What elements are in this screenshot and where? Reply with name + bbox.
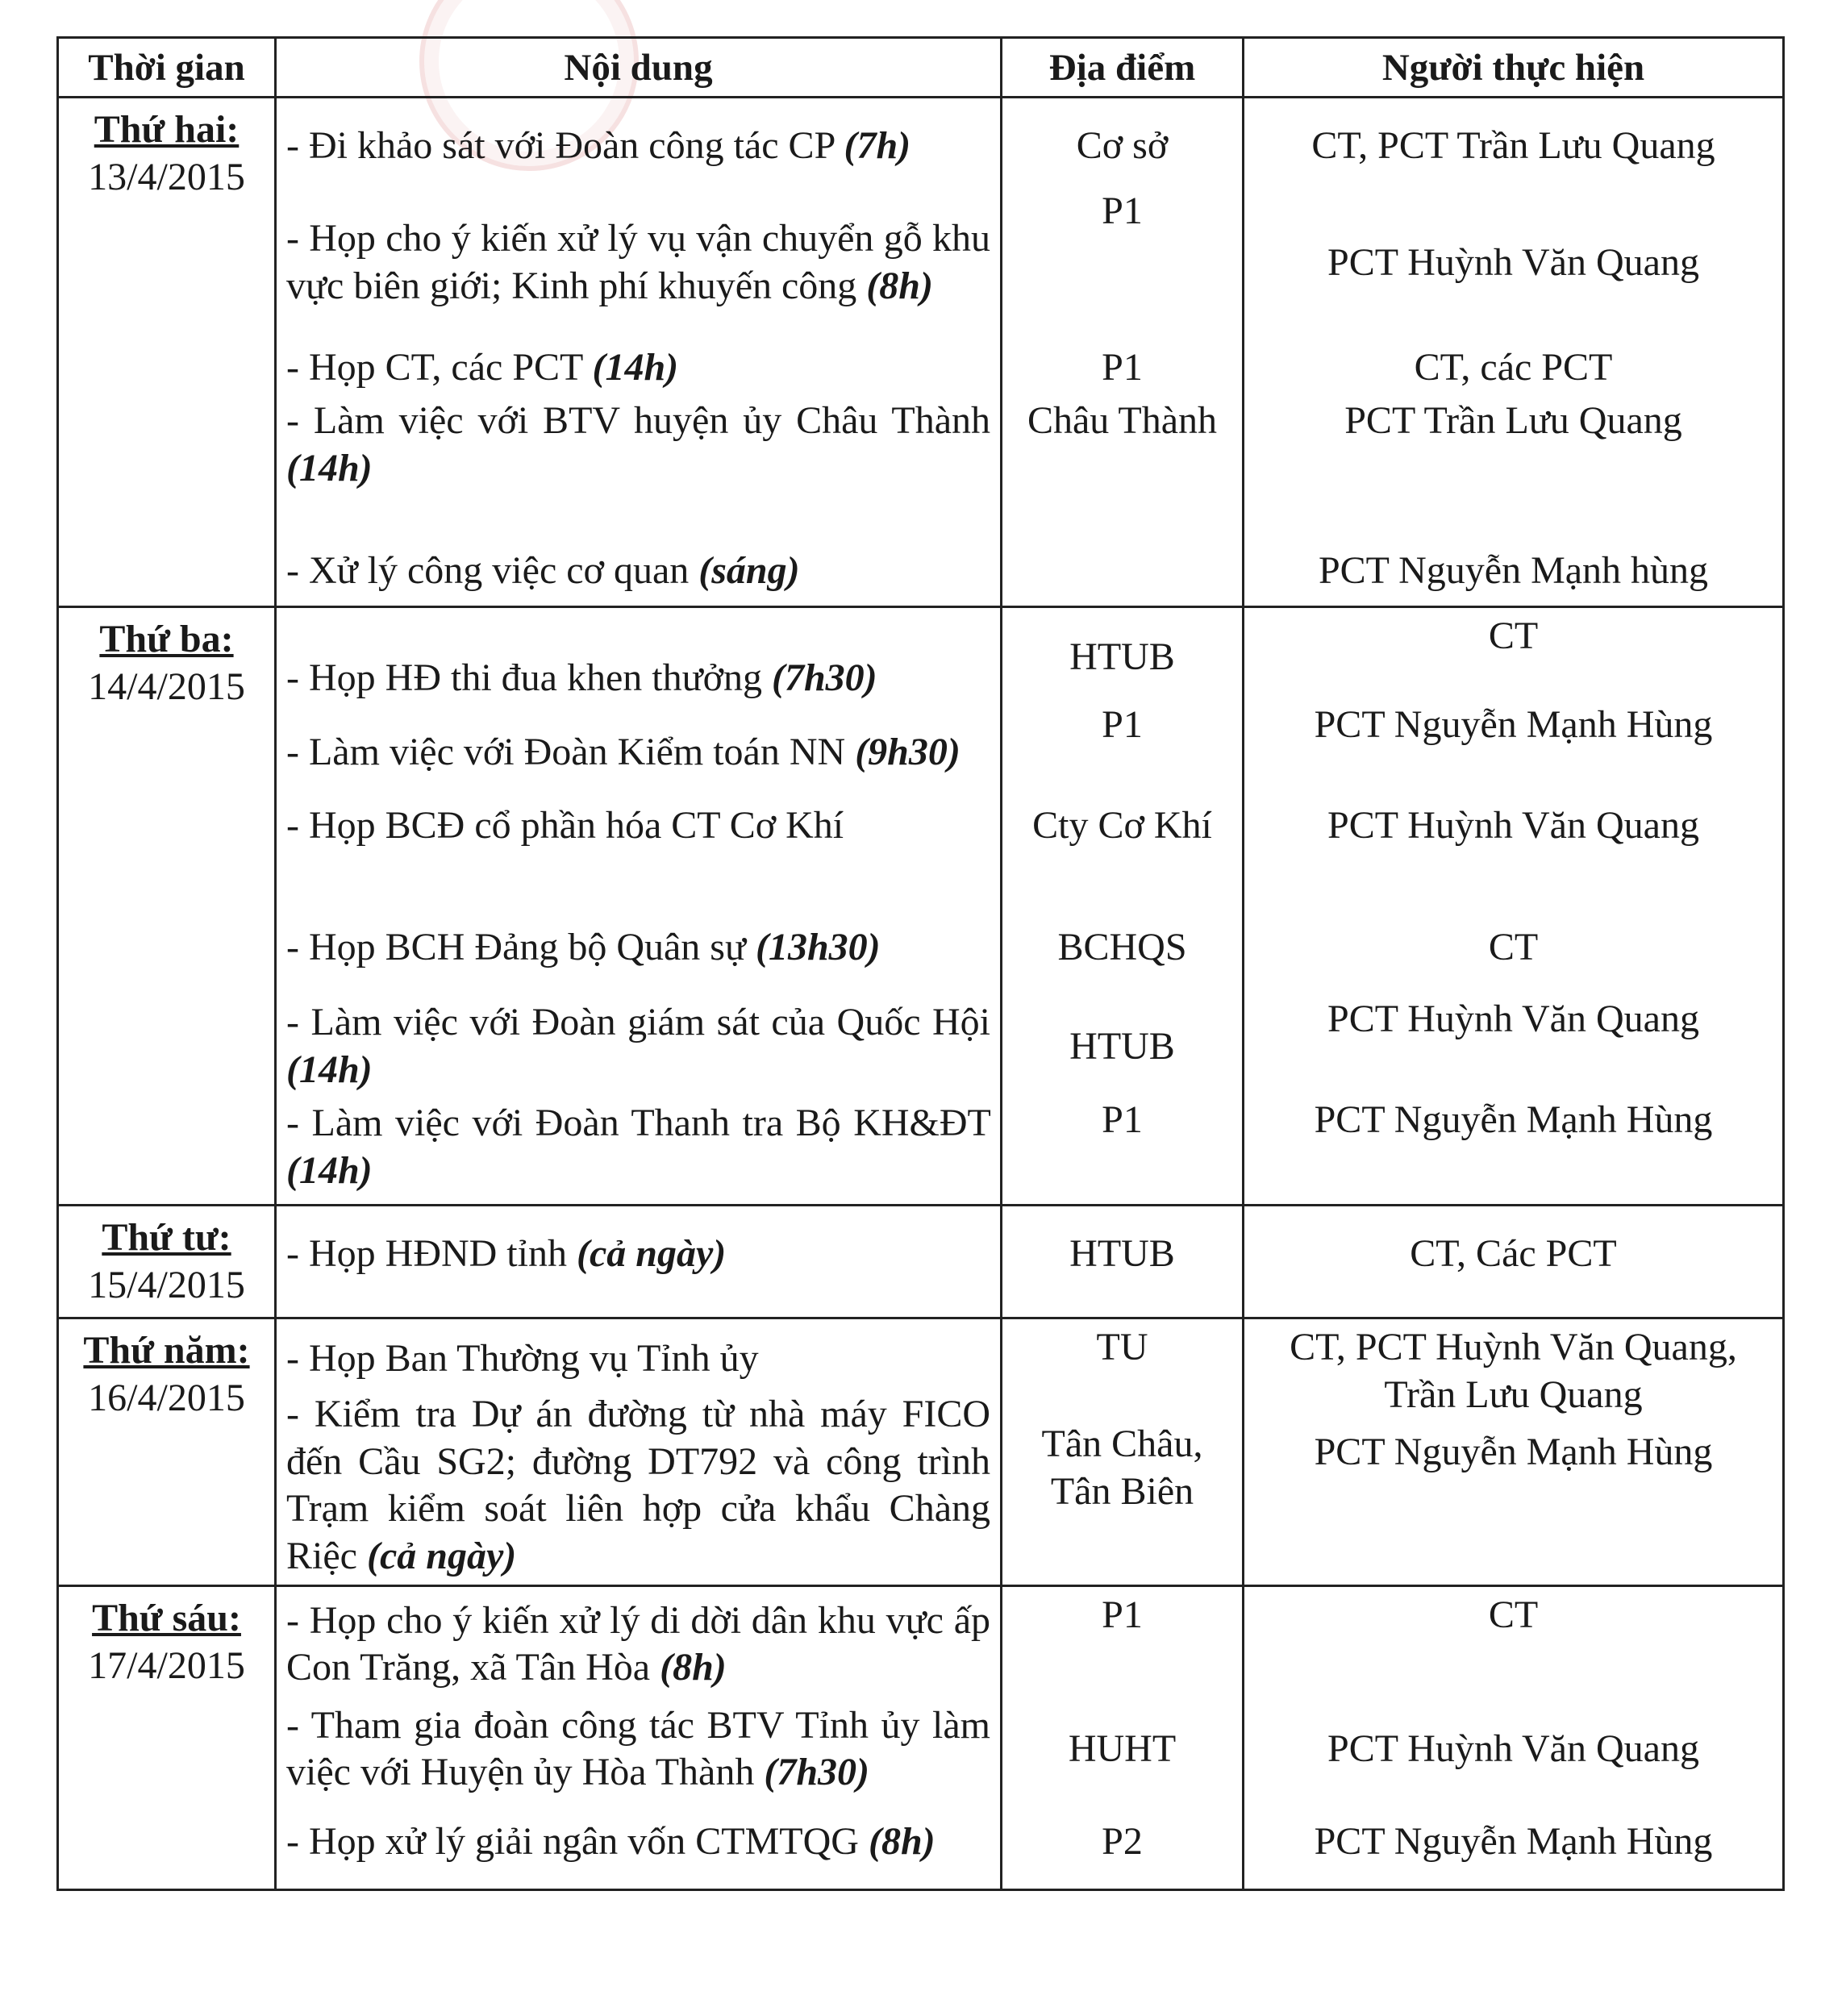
content-cell — [276, 607, 1002, 1206]
task-item — [286, 899, 990, 996]
place-value: P1 — [1102, 1098, 1143, 1142]
task-time: (sáng) — [698, 549, 800, 593]
place-value: HTUB — [1069, 1024, 1175, 1068]
place-value: Cơ sở — [1076, 123, 1169, 167]
task-title: - Làm việc với Đoàn Kiểm toán NN — [286, 730, 846, 773]
place-cell — [1002, 607, 1244, 1206]
day-date: 13/4/2015 — [88, 155, 245, 198]
person-value: PCT Huỳnh Văn Quang — [1327, 804, 1699, 848]
day-cell — [58, 1318, 276, 1586]
day-name: Thứ ba: — [99, 618, 234, 661]
task-time: (7h) — [844, 123, 911, 167]
task-item — [286, 398, 990, 543]
task-title: - Họp Ban Thường vụ Tỉnh ủy — [286, 1336, 759, 1380]
place-cell — [1002, 1586, 1244, 1890]
person-value: CT, các PCT — [1414, 345, 1613, 389]
place-cell — [1002, 1318, 1244, 1586]
person-cell — [1244, 1206, 1784, 1318]
person-value: PCT Trần Lưu Quang — [1344, 399, 1682, 443]
person-value: CT — [1488, 926, 1539, 969]
task-item — [286, 1324, 990, 1393]
task-time: (cả ngày) — [366, 1534, 517, 1577]
task-item — [286, 702, 990, 802]
place-cell — [1002, 98, 1244, 607]
task-item — [286, 1592, 990, 1697]
day-date: 17/4/2015 — [88, 1643, 245, 1687]
header-time: Thời gian — [58, 38, 276, 98]
task-title: - Họp xử lý giải ngân vốn CTMTQG — [286, 1820, 859, 1864]
task-time: (8h) — [866, 264, 933, 307]
person-value: PCT Huỳnh Văn Quang — [1327, 240, 1699, 284]
day-name: Thứ hai: — [94, 108, 240, 152]
person-value: CT — [1488, 1593, 1539, 1637]
task-item — [286, 1801, 990, 1882]
content-cell — [276, 1206, 1002, 1318]
person-cell — [1244, 98, 1784, 607]
day-cell — [58, 607, 276, 1206]
day-date: 15/4/2015 — [88, 1263, 245, 1306]
place-value: P1 — [1102, 345, 1143, 389]
task-time: (14h) — [286, 446, 373, 489]
task-title: - Xử lý công việc cơ quan — [286, 549, 690, 593]
person-value: PCT Nguyễn Mạnh Hùng — [1314, 1820, 1713, 1864]
day-name: Thứ năm: — [83, 1329, 250, 1372]
task-title: - Làm việc với Đoàn Thanh tra Bộ KH&ĐT — [286, 1102, 990, 1145]
content-cell — [276, 1586, 1002, 1890]
content-cell — [276, 98, 1002, 607]
task-item — [286, 103, 990, 188]
day-row-tuesday — [58, 607, 1784, 1206]
place-value: Châu Thành — [1027, 399, 1218, 443]
place-value: HTUB — [1069, 1231, 1175, 1275]
day-name: Thứ tư: — [102, 1216, 231, 1260]
task-title: - Làm việc với BTV huyện ủy Châu Thành — [286, 399, 990, 443]
task-title: - Họp CT, các PCT — [286, 345, 583, 389]
task-time: (cả ngày) — [576, 1231, 727, 1275]
place-value: TU — [1096, 1326, 1148, 1369]
header-row — [58, 38, 1784, 98]
person-value: PCT Nguyễn Mạnh Hùng — [1314, 1431, 1713, 1474]
task-item — [286, 188, 990, 337]
task-time: (8h) — [868, 1820, 936, 1864]
task-title: - Họp BCH Đảng bộ Quân sự — [286, 926, 746, 969]
header-content: Nội dung — [276, 38, 1002, 98]
task-time: (7h30) — [764, 1751, 870, 1794]
task-title: - Họp BCĐ cổ phần hóa CT Cơ Khí — [286, 804, 844, 848]
task-item — [286, 996, 990, 1097]
place-value: HUHT — [1068, 1727, 1177, 1771]
place-value: P1 — [1102, 190, 1143, 233]
person-value: PCT Nguyễn Mạnh Hùng — [1314, 1098, 1713, 1142]
task-title: - Họp cho ý kiến xử lý vụ vận chuyển gỗ khu vực biên giới; Kinh phí khuyến công — [286, 217, 990, 307]
task-item — [286, 543, 990, 599]
task-title: - Kiểm tra Dự án đường từ nhà máy FICO đến Cầu SG2; đường DT792 và công trình Trạm kiểm soát liên hợp cửa khẩu Chàng Riệc — [286, 1393, 990, 1577]
day-row-friday — [58, 1586, 1784, 1890]
header-place: Địa điểm — [1002, 38, 1244, 98]
day-row-monday — [58, 98, 1784, 607]
person-value: CT — [1488, 614, 1539, 658]
task-time: (14h) — [286, 1148, 373, 1192]
task-time: (9h30) — [855, 730, 961, 773]
task-title: - Họp HĐ thi đua khen thưởng — [286, 656, 762, 699]
place-value: Tân Châu, Tân Biên — [1041, 1422, 1203, 1513]
person-value: CT, PCT Huỳnh Văn Quang, Trần Lưu Quang — [1290, 1326, 1737, 1416]
person-cell — [1244, 1586, 1784, 1890]
content-cell — [276, 1318, 1002, 1586]
place-value: P1 — [1102, 703, 1143, 747]
task-item — [286, 613, 990, 702]
task-item — [286, 1211, 990, 1296]
task-item — [286, 1393, 990, 1578]
task-item — [286, 337, 990, 398]
day-cell — [58, 1586, 276, 1890]
place-cell — [1002, 1206, 1244, 1318]
task-title: - Họp HĐND tỉnh — [286, 1231, 567, 1275]
place-value: P2 — [1102, 1820, 1143, 1864]
place-value: HTUB — [1069, 635, 1175, 679]
task-time: (8h) — [660, 1646, 727, 1689]
task-item — [286, 1697, 990, 1801]
day-cell — [58, 98, 276, 607]
person-cell — [1244, 1318, 1784, 1586]
person-value: PCT Huỳnh Văn Quang — [1327, 998, 1699, 1041]
task-title: - Họp cho ý kiến xử lý di dời dân khu vực ấp Con Trăng, xã Tân Hòa — [286, 1598, 990, 1689]
day-row-wednesday — [58, 1206, 1784, 1318]
header-person: Người thực hiện — [1244, 38, 1784, 98]
task-item — [286, 802, 990, 899]
task-title: - Tham gia đoàn công tác BTV Tỉnh ủy làm việc với Huyện ủy Hòa Thành — [286, 1703, 990, 1794]
task-title: - Làm việc với Đoàn giám sát của Quốc Hội — [286, 1001, 990, 1044]
task-title: - Đi khảo sát với Đoàn công tác CP — [286, 123, 835, 167]
day-cell — [58, 1206, 276, 1318]
day-row-thursday — [58, 1318, 1784, 1586]
task-time: (14h) — [592, 345, 679, 389]
person-value: PCT Nguyễn Mạnh hùng — [1318, 549, 1709, 593]
place-value: Cty Cơ Khí — [1032, 804, 1212, 848]
place-value: BCHQS — [1057, 926, 1187, 969]
person-value: CT, PCT Trần Lưu Quang — [1311, 123, 1715, 167]
person-value: PCT Nguyễn Mạnh Hùng — [1314, 703, 1713, 747]
day-name: Thứ sáu: — [92, 1597, 241, 1640]
place-value: P1 — [1102, 1593, 1143, 1637]
task-time: (7h30) — [772, 656, 877, 699]
task-time: (13h30) — [755, 926, 881, 969]
day-date: 16/4/2015 — [88, 1376, 245, 1419]
place-value — [1007, 543, 1237, 599]
task-item — [286, 1097, 990, 1198]
weekly-schedule-table — [56, 36, 1785, 1891]
person-value: CT, Các PCT — [1410, 1231, 1617, 1275]
day-date: 14/4/2015 — [88, 664, 245, 708]
task-time: (14h) — [286, 1048, 373, 1091]
person-value: PCT Huỳnh Văn Quang — [1327, 1727, 1699, 1771]
person-cell — [1244, 607, 1784, 1206]
